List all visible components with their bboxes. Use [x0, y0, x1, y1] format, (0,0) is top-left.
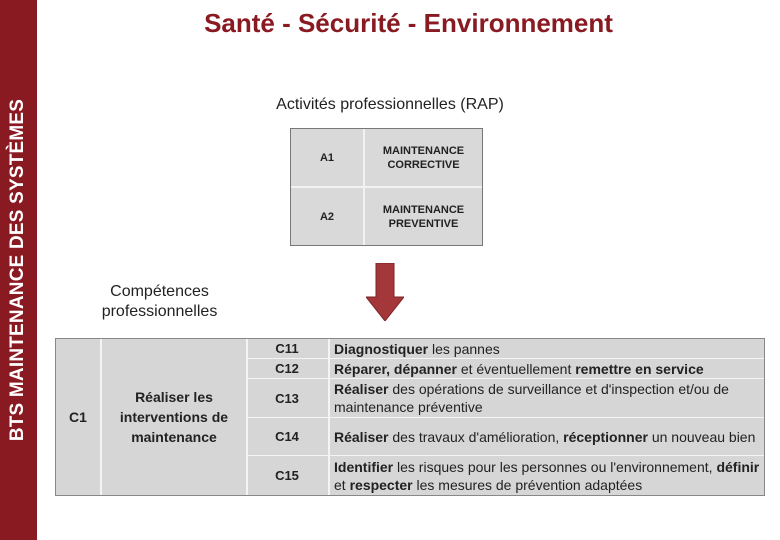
desc-bold: réceptionner [563, 428, 648, 445]
group-desc-line: maintenance [131, 429, 217, 445]
competence-group-code: C1 [69, 409, 87, 425]
competence-code: C14 [275, 429, 299, 444]
side-banner-text: BTS MAINTENANCE DES SYSTÈMES [7, 98, 28, 442]
side-banner [0, 0, 37, 540]
competence-description [330, 359, 764, 378]
rap-label-line: MAINTENANCE [382, 204, 465, 216]
competence-code: C15 [275, 468, 299, 483]
desc-text: des opérations de surveillance et d'inspection et/ou de maintenance préventive [334, 381, 729, 415]
competence-code: C11 [275, 341, 299, 356]
rap-heading: Activités professionnelles (RAP) [276, 96, 504, 113]
competence-row [246, 379, 764, 418]
desc-text: les risques pour les personnes ou l'environnement, [393, 458, 717, 475]
competence-row [246, 456, 764, 495]
desc-bold: Réaliser [334, 381, 389, 397]
competences-table [55, 338, 765, 496]
desc-bold: Réaliser [334, 428, 389, 445]
desc-bold: Réparer, dépanner [334, 360, 457, 377]
rap-table [290, 128, 483, 246]
competence-code: C13 [275, 390, 299, 406]
rap-row [291, 129, 482, 187]
competence-description [330, 418, 764, 455]
rap-row [291, 188, 482, 246]
rap-label-line: CORRECTIVE [387, 159, 460, 171]
desc-bold: définir [716, 458, 760, 475]
group-desc-line: Réaliser les [135, 389, 213, 405]
desc-bold: Diagnostiquer [334, 340, 429, 357]
down-arrow-icon [366, 263, 404, 321]
rap-label [365, 188, 482, 246]
page-title: Santé - Sécurité - Environnement [204, 8, 613, 38]
desc-text: un nouveau bien [647, 428, 756, 445]
competence-row [246, 339, 764, 359]
desc-text: et [334, 476, 350, 493]
competence-description [330, 456, 764, 495]
desc-bold: remettre en service [575, 360, 704, 377]
group-desc-line: interventions de [119, 409, 229, 425]
desc-bold: respecter [349, 476, 413, 493]
desc-text: et éventuellement [456, 360, 576, 377]
rap-code: A2 [319, 211, 335, 223]
desc-bold: Identifier [334, 458, 394, 475]
desc-text: les mesures de prévention adaptées [412, 476, 643, 493]
rap-label-line: PREVENTIVE [388, 218, 459, 230]
competence-group-description [102, 339, 246, 495]
competences-heading [72, 282, 247, 322]
desc-text: des travaux d'amélioration, [388, 428, 564, 445]
competence-description [330, 379, 764, 417]
desc-text: les pannes [428, 340, 500, 357]
competence-row [246, 418, 764, 456]
competences-heading-line: Compétences [110, 283, 209, 300]
competence-description [330, 339, 764, 358]
competence-code: C12 [275, 361, 299, 376]
competence-row [246, 359, 764, 379]
rap-label-line: MAINTENANCE [382, 145, 465, 157]
rap-code: A1 [319, 152, 335, 164]
competences-heading-line: professionnelles [101, 303, 218, 320]
rap-label [365, 129, 482, 187]
